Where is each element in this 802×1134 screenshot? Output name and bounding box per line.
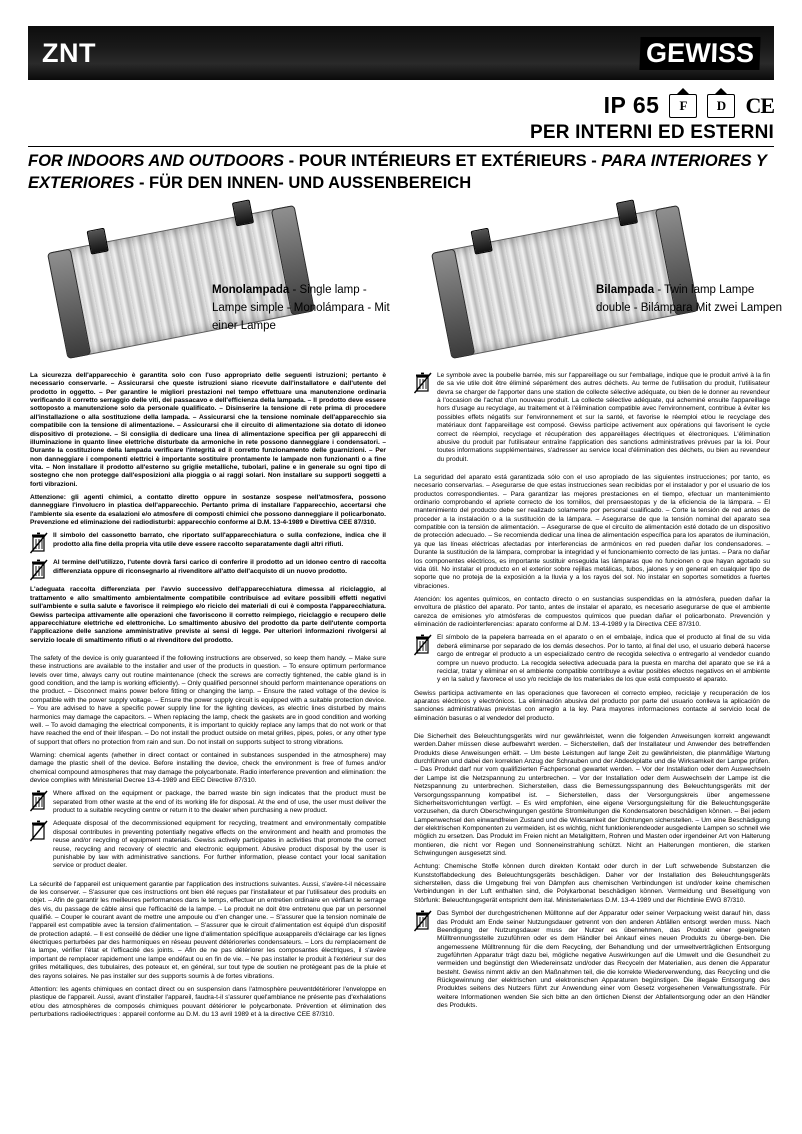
- headline-es: PARA INTERIORES Y EXTERIORES: [28, 152, 767, 193]
- crossed-out-wheelie-bin-icon: [30, 790, 48, 812]
- paragraph-de-weee: Das Symbol der durchgestrichenen Mülltonne auf der Apparatur oder seiner Verpackung weist darauf hin, dass das Produkt am Ende seiner Nutzungsdauer getrennt von den anderen Abfällen entsorgt werden muss. Nach Beendigung der Nutzungsdauer muss der Nutzer es übernehmen, das Produkt einer geeigneten Mülltrennungsstelle zuzuführen oder es dem Händler bei Ankauf eines neuen Produkts zu überge-ben. Die angemessene Mülltrennung für die dem Recycling, der Behandlung und der umweltverträglichen Entsorgung zugeführten Apparatur trägt dazu bei, mögliche negative Auswirkungen auf die Umwelt und die Gesundheit zu vermeiden und begünstigt den Wiedereinsatz und/oder das Recyceln der Materialien, aus denen die Apparatur besteht. Gewiss nimmt aktiv an den Maßnahmen teil, die die korrekte Wiederverwendung, das Recycling und die Rückgewinnung der elektrischen und elektronischen Apparaturen begünstigen. Die illegale Entsorgung des Produktes seitens des Nutzers führt zur Anwendung einer vom Gesetz vorgesehenen Verwaltungsstrafe. Für weitere Informationen wenden Sie sich bitte an den örtlichen Dienst der Abfallentsorgung oder an den Händler des Produkts.: [437, 910, 770, 1010]
- crossed-out-wheelie-bin-icon: [414, 910, 432, 932]
- paragraph-es-safety: La seguridad del aparato está garantizada sólo con el uso apropiado de las siguientes instrucciones; por tanto, es necesario conservarlas. – Asegurarse de que estas instrucciones sean recibidas por el instalador y por el usuario de los productos correspondientes. – Para garantizar las mejores prestaciones en el tiempo, efectuar un mantenimiento ordinario comprobando el apriete correcto de los tornillos, del prensaestopas y de la eficiencia de la lámpara. – El mantenimiento del producto debe ser realizado solamente por personal cualificado. – Corte la tensión de red antes de proceder a la instalación o a la sustitución de la lámpara. – Asegurarse de que la tensión nominal del aparato sea compatible con la tensión de alimentación. – Asegurarse de que el circuito de alimentación esté dotado de un dispositivo de protección adecuado. – Se recomienda dedicar una línea de alimentación específica para los aparatos de iluminación, ya que las líneas eléctricas afectadas por interferencias de armónicos en red pueden dañar los condensadores. – Durante la sustitución de la lámpara, comprobar la integridad y el funcionamiento correcto de las juntas. – Para no dañar los componentes eléctricos, es importante sustituir enseguida las lámparas que no funcionen o que hayan agotado su vida útil. No instalar el producto en el exterior sobre rejillas metálicas, tubos, jalones y en general en cualquier tipo de soporte que no proteja de la exposición a la lluvia y a los rayos del sol. No instalar en soportes sometidos a fuertes vibraciones.: [414, 473, 770, 590]
- product-code: ZNT: [42, 37, 96, 68]
- paragraph-es-warning: Atención: los agentes químicos, en contacto directo o en sustancias suspendidas en la atmósfera, pueden dañar la envoltura de plástico del aparato. Por tanto, antes de instalar el aparato, es necesario asegurarse de que el ambiente carezca de emisiones y/o atmósferas de compuestos químicos que puedan dañar el policarbonato. Prevención y eliminación de radiointerferencias: aparato conforme al D.M. 13-4-1989 y la Directiva CEE 87/310.: [414, 595, 770, 629]
- crossed-out-wheelie-bin-icon: [414, 634, 432, 656]
- caption-single-lamp-rest: - Single lamp - Lampe simple - Monolámpara - Mit einer Lampe: [212, 284, 390, 332]
- paragraph-it-warning: Attenzione: gli agenti chimici, a contatto diretto oppure in sostanze sospese nell'atmosfera, possono danneggiare l'involucro in plastica dell'apparecchio. Pertanto prima di installare l'apparecchio, accertarsi che l'ambiente sia esente da esalazioni e/o atmosfere di composti chimici che possono danneggiare il policarbonato. Prevenzione ed eliminazione dei radiodisturbi: apparecchio conforme al D.M. 13-4-1989 e Direttiva CEE 87/310.: [30, 494, 386, 527]
- paragraph-it-weee-3: L'adeguata raccolta differenziata per l'avvio successivo dell'apparecchiatura dimessa al riciclaggio, al trattamento e allo smaltimento ambientalmente compatibile contribuisce ad evitare possibili effetti negativi sull'ambiente e sulla salute e favorisce il reimpiego e/o riciclo dei materiali di cui è composta l'apparecchiatura. Gewiss partecipa attivamente alle operazioni che favoriscono il corretto reimpiego, riciclaggio e recupero delle apparecchiature elettriche ed elettroniche. Lo smaltimento abusivo del prodotto da parte dell'utente comporta l'applicazione delle sanzione amministrative previste ai sensi di legge. Per ulteriori informazioni rivolgersi al servizio locale di smaltimento rifiuti o al rivenditore del prodotto.: [30, 586, 386, 644]
- text-column-right: [414, 372, 770, 1016]
- crossed-out-wheelie-bin-icon: [30, 532, 48, 554]
- weee-block-it-2: [30, 559, 386, 581]
- ip-rating: IP 65: [603, 92, 660, 118]
- paragraph-de-warning: Achtung: Chemische Stoffe können durch direkten Kontakt oder durch in der Luft schwebende Substanzen die Kunststoffabdeckung des Beleuchtungsgeräts beschädigen. Daher vor der Installation des Beleuchtungsgeräts sicherstellen, dass die Umgebung frei von Dämpfen aus chemischen Verbindungen ist und/oder keine chemischen Verbindungen in der Luft enthalten sind, die Polykarbonat beschädigen können. Vermeidung und Beseitigung von Störfunk: Beleuchtungsgerät entspricht dem ital. Ministerialerlass D.M. 13-4-1989 und der Richtlinie EWG 87/310.: [414, 863, 770, 904]
- paragraph-fr-safety: La sécurité de l'appareil est uniquement garantie par l'application des instructions suivantes. Aussi, s'avère-t-il nécessaire de les conserver. – S'assurer que ces instructions ont bien été reçues par l'installateur et par l'utilisateur des produits en objet. – Afin de garantir les meilleures performances dans le temps, effectuer un entretien ordinaire en vérifiant le serrage des vis, du passage de câble ainsi que l'efficacité de la lampe. – Le produit ne doit être entretenu que par un personnel qualifié. – Couper le courant avant de mettre une ampoule ou d'en changer une. – S'assurer que la tension nominale de l'appareil est compatible avec la tension d'alimentation. – S'assurer que le circuit d'alimentation est équipé d'un dispositif de protection adapté. – Il est conseillé de dédier une ligne d'alimentation spécifique auxappareils d'éclairage car les lignes électriques perturbées par des harmoniques en réseau peuvent détériorerles condensateurs. – Lors du remplacement de la lampe, vérifier l'état et l'efficacité des joints. – Afin de ne pas détériorer les composantes électriques, il s'avère important de remplacer rapidement une lampe endéfaut ou en fin de vie. – Ne pas installer le produit à l'extérieur sur des grilles métalliques, des tubulaires, des poteaux et, en général, sur tout type de soutien ne protégeant pas de la pluie et des rayons solaires. Ne pas installer sur des supports soumis à de fortes vibrations.: [30, 880, 386, 980]
- paragraph-en-safety: The safety of the device is only guaranteed if the following instructions are observed, so keep them handy. – Make sure these instructions are available to the installer and user of the products in question. – To ensure optimum performance levels over time, always carry out routine maintenance (check the screws are correctly tightened, the cable gland is in good condition, and the lamp is working efficiently). – Only qualified personnel should perform maintenance operations on the product. – Disconnect mains power before fitting or changing the lamp. – Ensure the rated voltage of the device is compatible with the power supply voltage. – Ensure the power supply circuit is equipped with a suitable protection device. – You are advised to have a specific power supply line for the lighting devices, as electric lines disturbed by mains harmonics may damage the capacitors. – When replacing the lamp, check the gaskets are in good condition and working well. – To avoid damaging the electrical components, it is important to quickly replace any lamps that do not work or that have reached the end of their lifespan. – Do not install the product outside on metal grilles, pipes, poles, or any other type of support that offers no protection from rain and sun. Do not install on supports subject to strong vibrations.: [30, 654, 386, 746]
- certification-marks-row: [604, 92, 774, 119]
- paragraph-es-weee: El símbolo de la papelera barreada en el aparato o en el embalaje, indica que el producto al final de su vida deberá eliminarse por separado de los demás desechos. Por lo tanto, al final del uso, el usuario deberá hacerse cargo de entregar el producto a un especializado centro de recogida selectiva o entregarlo al vendedor cuando compre un nuevo producto. La recogida selectiva adecuada para la puesta en marcha del aparato que se irá a reciclar, tratar y eliminar en el ambiente compatible contribuye a evitar posibles efectos negativos en el ambiente y en la salud y favorece el uso y/o reciclaje de los materiales de los que está compuesto el aparato.: [437, 634, 770, 684]
- f-mark-icon: F: [669, 94, 697, 118]
- headline-de: FÜR DEN INNEN- UND AUSSENBEREICH: [149, 174, 472, 193]
- headline-en: FOR INDOORS AND OUTDOORS: [28, 152, 285, 170]
- caption-twin-lamp-title: Bilampada: [596, 284, 655, 296]
- weee-block-es: [414, 634, 770, 684]
- caption-single-lamp: [212, 282, 402, 335]
- fixture-bracket-right: [616, 199, 638, 226]
- ce-mark-icon: CE: [745, 92, 774, 118]
- paragraph-en-warning: Warning: chemical agents (whether in direct contact or contained in substances suspended in the atmosphere) may damage the plastic shell of the device. Before installing the device, check the environment is free of fumes and/or chemical compound atmospheres that may damage the polycarbonate. Radio interference prevention and elimination: the device complies with Ministerial Decree 13-4-1989 and EEC Directive 87/310.: [30, 751, 386, 785]
- headline-sep-2: -: [586, 152, 602, 170]
- crossed-out-wheelie-bin-icon: [414, 372, 432, 394]
- fixture-bracket-right: [232, 199, 254, 226]
- weee-block-it-1: [30, 532, 386, 554]
- paragraph-fr-warning: Attention: les agents chimiques en contact direct ou en suspension dans l'atmosphère peuventdétériorer l'enveloppe en plastique de l'appareil. Aussi, avant d'installer l'appareil, faudra-t-il s'assurer quel'ambiance ne présente pas d'exhalations et/ou des atmosphères de composés chimiques pouvant détériorer le polycarbonate. Prévention et élimination des perturbations radioélectriques : appareil conforme au D.M. du 13 avril 1989 et à la directive CEE 87/310.: [30, 985, 386, 1018]
- fixture-bracket-left: [471, 228, 493, 255]
- paragraph-en-weee-1: Where affixed on the equipment or package, the barred waste bin sign indicates that the product must be separated from other waste at the end of its working life for disposal. At the end of use, the user must deliver the product to a suitable recycling centre or return it to the dealer when purchasing a new product.: [53, 790, 386, 815]
- header-bar: [28, 26, 774, 80]
- weee-block-fr: [414, 372, 770, 464]
- weee-block-en-2: [30, 820, 386, 870]
- paragraph-de-safety: Die Sicherheit des Beleuchtungsgeräts wird nur gewährleistet, wenn die folgenden Anweisungen korrekt angewandt werden.Daher müssen diese aufbewahrt werden. – Sicherstellen, daß der Installateur und Anwender des betreffenden Produkts diese Anweisungen erhält. – Um beste Leistungen auf lange Zeit zu gewährleisten, die planmäßige Wartung durchführen und dabei den korrekten Anzug der Schrauben und der Abdeckplatte und die Wirksamkeit der Lampe prüfen. – Das Produkt darf nur vom qualifizierten Fachpersonal gewartet werden. – Vor der Installation oder dem Auswechseln der Lampe ist die Netzspannung zu unterbrechen. – Vor der Installation oder dem Auswechseln der Lampe ist die Netzspannung zu unterbrechen. Sicherstellen, dass die Bemessungsspannung des Beleuchtungsgeräts mit der Versorgungsspannung kompatibel ist. – Sicherstellen, dass der Versorgungskreis über angemessene Sicherheitsvorrichtungen verfügt. – Es wird empfohlen, eine eigene Versorgungsleitung für die Beleuchtungsgeräte vorzusehen, da durch Oberschwingungen gestörte Stromleitungen die Kondensatoren beschädigen können. – Bei jedem Lampenwechsel den einwandfreien Zustand und die Wirksamkeit der Dichtungen sicherstellen. – Um eine Beschädigung der elektrischen Komponenten zu vermeiden, ist es wichtig, nicht funktionierendeoder ausgediente Lampen so schnell wie möglich zu ersetzen. Das Produkt im Freien nicht an Metallgittern, Rohren und Masten oder irgendeiner Art von Halterung montieren, die nicht vor Regen und Sonneneinstrahlung schützt. Nicht an Halterungen montieren, die starken Schwingungen ausgesetzt sind.: [414, 733, 770, 858]
- brand-logo: GEWISS: [639, 37, 760, 70]
- weee-block-en-1: [30, 790, 386, 815]
- fixture-bracket-left: [87, 228, 109, 255]
- headline-italian: PER INTERNI ED ESTERNI: [529, 122, 774, 143]
- d-mark-icon: D: [707, 94, 735, 118]
- paragraph-en-weee-2: Adequate disposal of the decommissioned equipment for recycling, treatment and environmentally compatible disposal contributes in preventing potentially negative effects on the environment and health and promotes the reuse and/or recycling of equipment materials. Gewiss actively participates in activities that promote the correct reuse, recycling and recovery of electric and electronic equipment. Abusive product disposal by the user is punishable by law with administrative sanctions. For further information, please contact your local sanitation service or product dealer.: [53, 820, 386, 870]
- crossed-out-wheelie-bin-icon: [30, 559, 48, 581]
- headline-sep-1: -: [284, 152, 299, 170]
- recycling-note-icon: [30, 820, 48, 842]
- caption-twin-lamp: [596, 282, 786, 318]
- paragraph-it-weee-2: Al termine dell'utilizzo, l'utente dovrà farsi carico di conferire il prodotto ad un idoneo centro di raccolta differenziata oppure di riconsegnarlo al rivenditore all'atto dell'acquisto di un nuovo prodotto.: [53, 559, 386, 575]
- header-divider: [28, 146, 774, 147]
- paragraph-es-gewiss: Gewiss participa activamente en las operaciones que favorecen el correcto empleo, reciclaje y recuperación de los aparatos eléctricos y electrónicos. La eliminación abusiva del producto por parte del usuario conlleva la aplicación de sanciones administrativas previstas con arreglo a la ley. Para mayores informaciones contacte al servicio local de eliminación basuras o al vendedor del producto.: [414, 689, 770, 722]
- weee-block-de: [414, 910, 770, 1010]
- headline-multilingual: [28, 150, 774, 195]
- text-column-left: [30, 372, 386, 1024]
- paragraph-it-safety: La sicurezza dell'apparecchio è garantita solo con l'uso appropriato delle seguenti istruzioni; pertanto è necessario conservarle. – Assicurarsi che queste istruzioni siano ricevute dall'installatore e dall'utente del prodotto in oggetto. – Per garantire le migliori prestazioni nel tempo effettuare una manutenzione ordinaria verificando il corretto serraggio delle viti, dei passacavo e dell'efficienza della lampada. – Il prodotto deve essere sottoposto a manutenzione solo da personale qualificato. – Disinserire la tensione di rete prima di procedere all'installazione o alla sostituzione della lampada. – Assicurarsi che la tensione nominale dell'apparecchio sia compatibile con la tensione di alimentazione. – Assicurarsi che il circuito di alimentazione sia dotato di idoneo dispositivo di protezione. – Si consiglia di dedicare una linea di alimentazione specifica per gli apparecchi di illuminazione in quanto linee elettriche disturbate da armoniche in rete possono danneggiare i condensatori. – Durante la costituzione della lampada verificare l'integrità ed il corretto funzionamento delle guarnizioni. – Per non danneggiare i componenti elettrici è importante sostituire prontamente le lampade non funzionanti o a fine vita. – Non installare il prodotto all'esterno su griglie metalliche, tubolari, paline e in generale su ogni tipo di sostegno che non protegge dall'esposizioni alla pioggia o ai raggi solari. Non installare su supporti soggetti a forti vibrazioni.: [30, 372, 386, 488]
- headline-fr: POUR INTÉRIEURS ET EXTÉRIEURS: [298, 152, 587, 170]
- paragraph-fr-weee: Le symbole avec la poubelle barrée, mis sur l'appareillage ou sur l'emballage, indique que le produit arrivé à la fin de sa vie utile doit être éliminé séparément des autres déchets. Au terme de l'utilisation du produit, l'utilisateur devra se charger de l'apporter dans une station de collecte sélective adéquate, ou bien de le donner au revendeur à l'occasion de l'achat d'un nouveau produit. La collecte sélective adéquate, qui acheminé ensuite l'appareillage hors d'usage au recyclage, au traitement et à l'élimination compatible avec l'environnement, contribue à éviter les possibles effets négatifs sur l'environnement et sur la santé, et favorise le réemploi et/ou le recyclage des matériaux dont l'appareillage est composé. Gewiss participe activement aux opérations qui favorisent le cycle correct de réemploi, recyclage et récupération des appareillages électriques et électroniques. L'élimination abusive du produit par l'utilisateur entraîne l'application des sanctions administratives prévues par la loi. Pour toutes informations supplémentaires, s'adresser au service local d'élimination des déchets, ou bien au revendeur du produit.: [437, 372, 770, 463]
- paragraph-it-weee-1: Il simbolo del cassonetto barrato, che riportato sull'apparecchiatura o sulla confezione, indica che il prodotto alla fine della propria vita utile deve essere raccolto separatamente dagli altri rifiuti.: [53, 532, 386, 548]
- caption-twin-lamp-rest: - Twin lamp Lampe double - Bilámpara Mit zwei Lampen: [596, 284, 783, 314]
- caption-single-lamp-title: Monolampada: [212, 284, 290, 296]
- headline-sep-3: -: [134, 174, 150, 193]
